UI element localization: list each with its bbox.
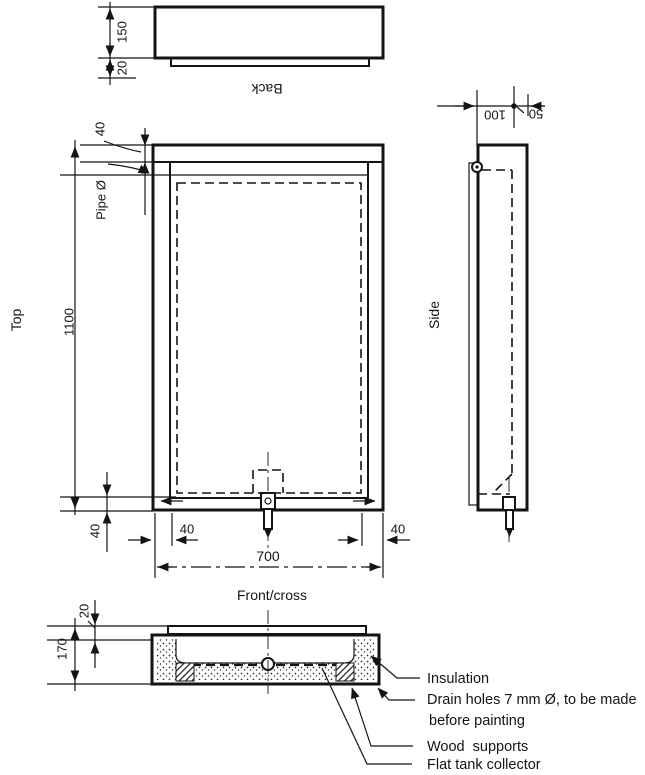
legend-drain-holes-line1: Drain holes 7 mm Ø, to be made [427, 692, 637, 708]
legend-insulation: Insulation [427, 671, 490, 687]
section-dim-20: 20 [76, 603, 92, 619]
front-drain-valve [261, 493, 275, 538]
front-dim-1100: 1100 [61, 308, 77, 336]
side-dim-50: 50 [528, 106, 544, 122]
section-glass-cover [168, 626, 366, 634]
front-dim-top-40: 40 [92, 121, 108, 137]
front-orientation-label: Top [8, 308, 24, 332]
back-dim-20: 20 [114, 60, 130, 76]
back-view-body [155, 7, 383, 58]
back-view-title: Back [251, 81, 283, 97]
drain-holes-leader [378, 688, 415, 700]
front-dim-700: 700 [256, 548, 280, 564]
section-wood-support-right [336, 663, 354, 681]
wood-supports-leader [352, 688, 413, 746]
side-dim-100: 100 [484, 107, 506, 123]
section-wood-support-left [176, 663, 194, 681]
legend-wood-supports: Wood supports [427, 739, 529, 755]
front-dim-bottom-40: 40 [87, 523, 103, 539]
back-view [98, 2, 383, 97]
front-dim-right-40: 40 [390, 521, 406, 537]
front-tank-outline [177, 183, 361, 493]
front-dim-left-40: 40 [179, 521, 195, 537]
legend-flat-tank: Flat tank collector [427, 757, 541, 773]
cross-section [47, 600, 637, 773]
section-dim-170: 170 [54, 638, 70, 660]
side-drain-valve [503, 478, 515, 544]
legend-drain-holes-line2: before painting [429, 713, 525, 729]
side-body [478, 145, 527, 510]
back-dim-150: 150 [114, 21, 130, 43]
front-view [8, 122, 410, 603]
side-view [426, 86, 545, 544]
front-view-title: Front/cross [236, 587, 308, 603]
side-view-title: Side [426, 300, 442, 330]
front-pipe-label: Pipe Ø [93, 180, 109, 220]
